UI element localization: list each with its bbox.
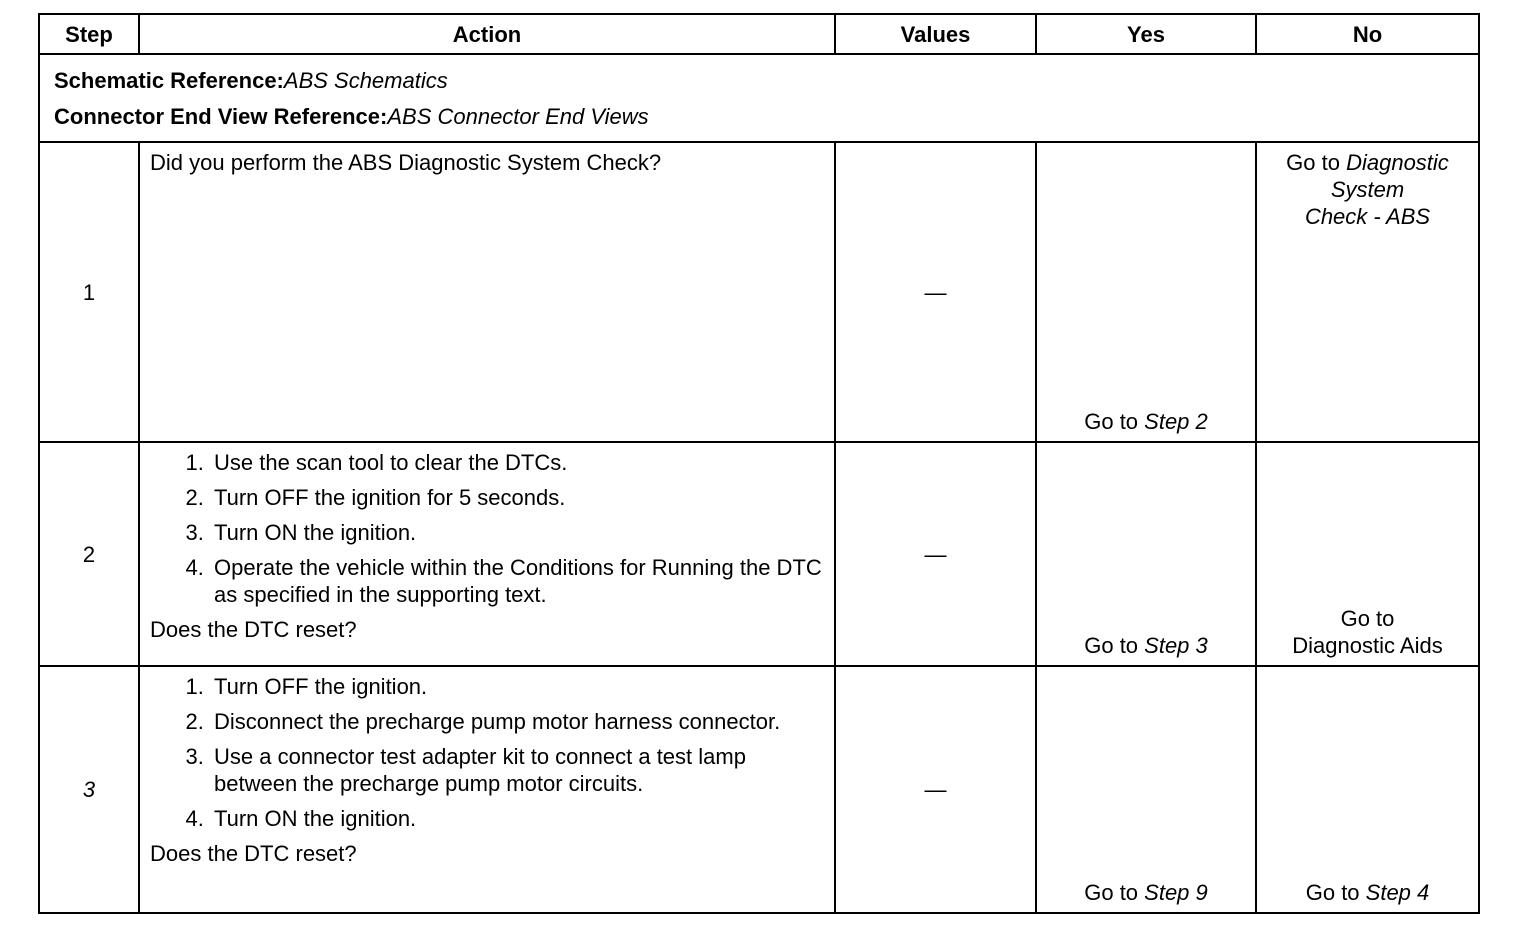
header-no: No: [1256, 14, 1479, 54]
reference-row: [39, 54, 1479, 142]
action-list: [150, 449, 824, 608]
table-row: [39, 442, 1479, 666]
step-number: 1: [39, 142, 139, 442]
list-item: 4. Operate the vehicle within the Conditions for Running the DTC as specified in the supporting text.: [210, 554, 824, 608]
action-cell: [139, 666, 835, 913]
step-number: 3: [39, 666, 139, 913]
action-question: Does the DTC reset?: [150, 841, 357, 866]
header-yes: Yes: [1036, 14, 1256, 54]
goto-step-link[interactable]: Step 9: [1144, 880, 1208, 905]
list-item: 3. Turn ON the ignition.: [210, 519, 824, 546]
table-row: [39, 142, 1479, 442]
list-item: 2. Disconnect the precharge pump motor harness connector.: [210, 708, 824, 735]
list-item: 4. Turn ON the ignition.: [210, 805, 824, 832]
list-item: 1. Turn OFF the ignition.: [210, 673, 824, 700]
no-cell: Go to Diagnostic Aids: [1256, 442, 1479, 666]
list-item: 3. Use a connector test adapter kit to connect a test lamp between the precharge pump motor circuits.: [210, 743, 824, 797]
list-item: 2. Turn OFF the ignition for 5 seconds.: [210, 484, 824, 511]
connector-reference: Connector End View Reference:ABS Connector End Views: [54, 104, 649, 129]
connector-reference-link[interactable]: ABS Connector End Views: [387, 104, 649, 129]
action-cell: [139, 142, 835, 442]
no-cell: Go to Step 4: [1256, 666, 1479, 913]
yes-cell: Go to Step 2: [1036, 142, 1256, 442]
values-cell: —: [835, 142, 1036, 442]
reference-cell: [39, 54, 1479, 142]
goto-step-link[interactable]: Step 2: [1144, 409, 1208, 434]
action-question: Does the DTC reset?: [150, 617, 357, 642]
goto-step-link[interactable]: Step 4: [1365, 880, 1430, 905]
action-list: [150, 673, 824, 832]
table-row: [39, 666, 1479, 913]
yes-cell: Go to Step 9: [1036, 666, 1256, 913]
header-row: [39, 14, 1479, 54]
goto-step-link[interactable]: Step 3: [1144, 633, 1208, 658]
action-cell: [139, 442, 835, 666]
header-action: Action: [139, 14, 835, 54]
header-values: Values: [835, 14, 1036, 54]
header-step: Step: [39, 14, 139, 54]
schematic-reference-link[interactable]: ABS Schematics: [283, 68, 448, 93]
diagnostic-aids-link[interactable]: Diagnostic Aids: [1292, 633, 1443, 658]
diagnostic-table: [38, 13, 1480, 914]
values-cell: —: [835, 666, 1036, 913]
no-cell: Go to Diagnostic System Check - ABS: [1256, 142, 1479, 442]
diagnostic-check-link[interactable]: Diagnostic: [1346, 150, 1449, 175]
yes-cell: Go to Step 3: [1036, 442, 1256, 666]
schematic-reference: Schematic Reference:ABS Schematics: [54, 68, 448, 93]
step-number: 2: [39, 442, 139, 666]
values-cell: —: [835, 442, 1036, 666]
action-question: Did you perform the ABS Diagnostic System Check?: [150, 150, 662, 175]
list-item: 1. Use the scan tool to clear the DTCs.: [210, 449, 824, 476]
